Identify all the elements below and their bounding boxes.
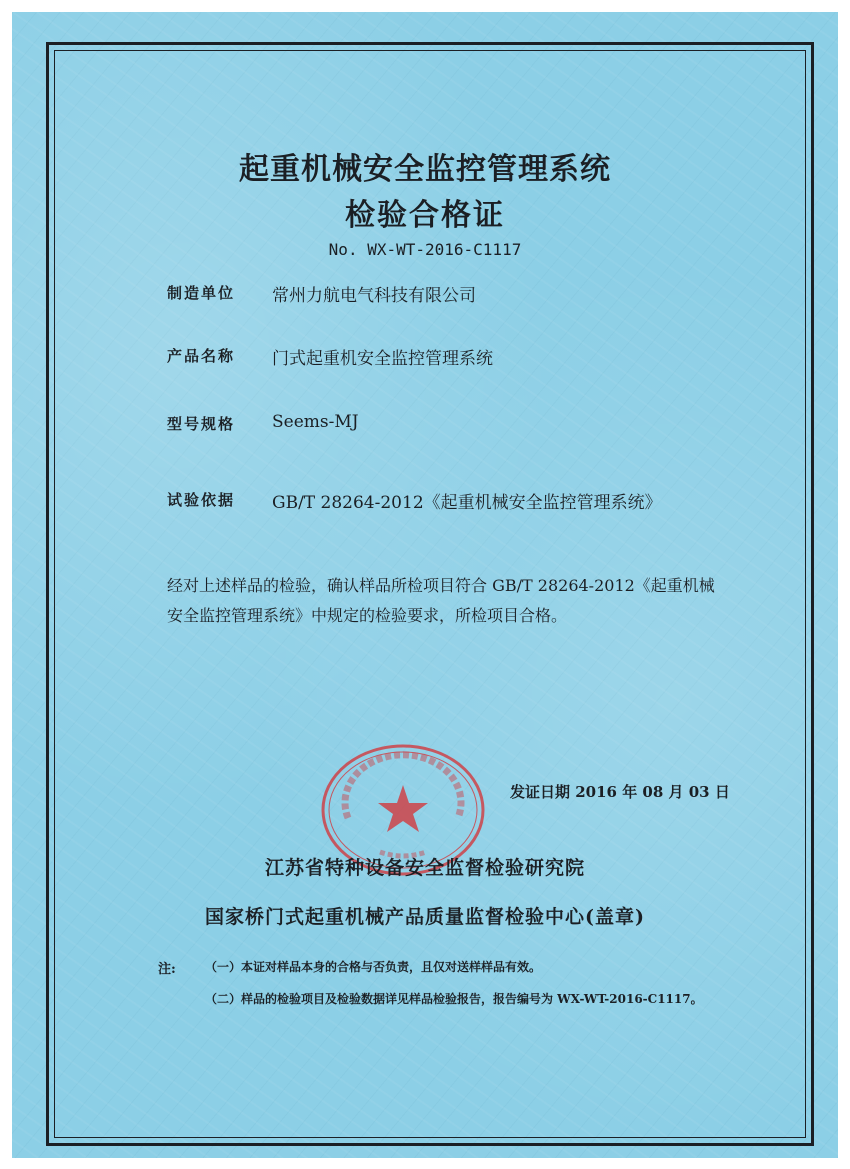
notes-label: 注: <box>158 962 176 977</box>
seal-star-icon <box>378 785 428 832</box>
field-label-model: 型号规格 <box>167 415 236 433</box>
field-label-product-name: 产品名称 <box>167 347 236 365</box>
certificate-number: No. WX-WT-2016-C1117 <box>328 240 522 259</box>
note-item: （一）本证对样品本身的合格与否负责，且仅对送样样品有效。 <box>205 960 542 974</box>
issuing-center: 国家桥门式起重机械产品质量监督检验中心(盖章) <box>205 906 645 928</box>
certificate-title: 起重机械安全监控管理系统 <box>239 152 611 187</box>
field-value-test-basis: GB/T 28264-2012《起重机械安全监控管理系统》 <box>272 493 662 513</box>
field-label-test-basis: 试验依据 <box>167 491 236 509</box>
conclusion-paragraph: 经对上述样品的检验，确认样品所检项目符合 GB/T 28264-2012《起重机械安全监控管理系统》中规定的检验要求，所检项目合格。 <box>167 576 715 625</box>
issuing-organization: 江苏省特种设备安全监督检验研究院 <box>264 857 585 879</box>
field-value-model: Seems-MJ <box>272 412 359 432</box>
issue-date: 发证日期 2016 年 08 月 03 日 <box>510 783 730 801</box>
field-value-manufacturer: 常州力航电气科技有限公司 <box>272 286 476 306</box>
field-value-product-name: 门式起重机安全监控管理系统 <box>272 349 493 369</box>
note-item: （二）样品的检验项目及检验数据详见样品检验报告，报告编号为 WX-WT-2016-C1117。 <box>205 992 703 1006</box>
certificate-subtitle: 检验合格证 <box>345 198 505 233</box>
field-label-manufacturer: 制造单位 <box>167 284 236 302</box>
